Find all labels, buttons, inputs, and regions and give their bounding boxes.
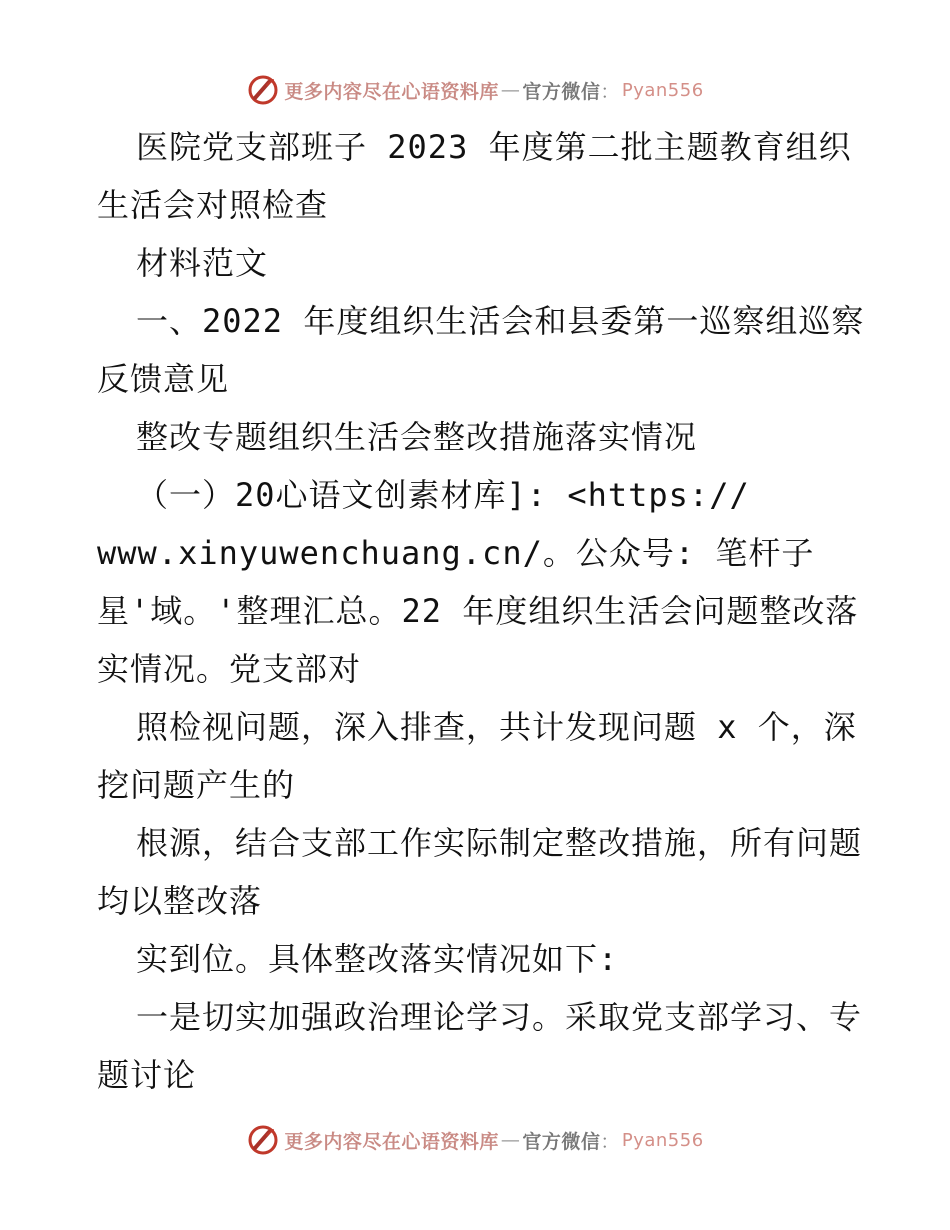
paragraph: 星'域。'整理汇总。22 年度组织生活会问题整改落实情况。党支部对 [97, 592, 859, 688]
paragraph-section-heading: 一、2022 年度组织生活会和县委第一巡察组巡察反馈意见 [97, 302, 865, 398]
paragraph: 一是切实加强政治理论学习。采取党支部学习、专题讨论 [97, 998, 863, 1094]
paragraph-subtitle: 材料范文 [136, 244, 269, 282]
watermark-id: Pyan556 [621, 79, 704, 101]
header-watermark [0, 70, 950, 110]
paragraph: www.xinyuwenchuang.cn/。公众号: 笔杆子 [97, 534, 815, 572]
paragraph: （一）20心语文创素材库]: <https:// [136, 476, 750, 514]
watermark-label: 官方微信 [522, 1130, 601, 1153]
paragraph: 照检视问题，深入排查，共计发现问题 x 个，深挖问题产生的 [97, 708, 857, 804]
footer-watermark [0, 1120, 950, 1160]
watermark-colon: ： [600, 1130, 620, 1153]
brush-circle-logo-icon [246, 1123, 280, 1157]
watermark-id: Pyan556 [621, 1129, 704, 1151]
watermark-main-text: 更多内容尽在心语资料库 [284, 1130, 499, 1153]
paragraph: 根源，结合支部工作实际制定整改措施，所有问题均以整改落 [97, 824, 863, 920]
watermark-label: 官方微信 [522, 80, 601, 103]
paragraph-section-subheading: 整改专题组织生活会整改措施落实情况 [136, 418, 698, 456]
document-body [97, 118, 877, 1104]
watermark-separator: — [500, 79, 521, 101]
paragraph: 实到位。具体整改落实情况如下: [136, 940, 619, 978]
paragraph-title: 医院党支部班子 2023 年度第二批主题教育组织生活会对照检查 [97, 128, 852, 224]
watermark-colon: ： [600, 80, 620, 103]
brush-circle-logo-icon [246, 73, 280, 107]
watermark-main-text: 更多内容尽在心语资料库 [284, 80, 499, 103]
watermark-separator: — [500, 1129, 521, 1151]
